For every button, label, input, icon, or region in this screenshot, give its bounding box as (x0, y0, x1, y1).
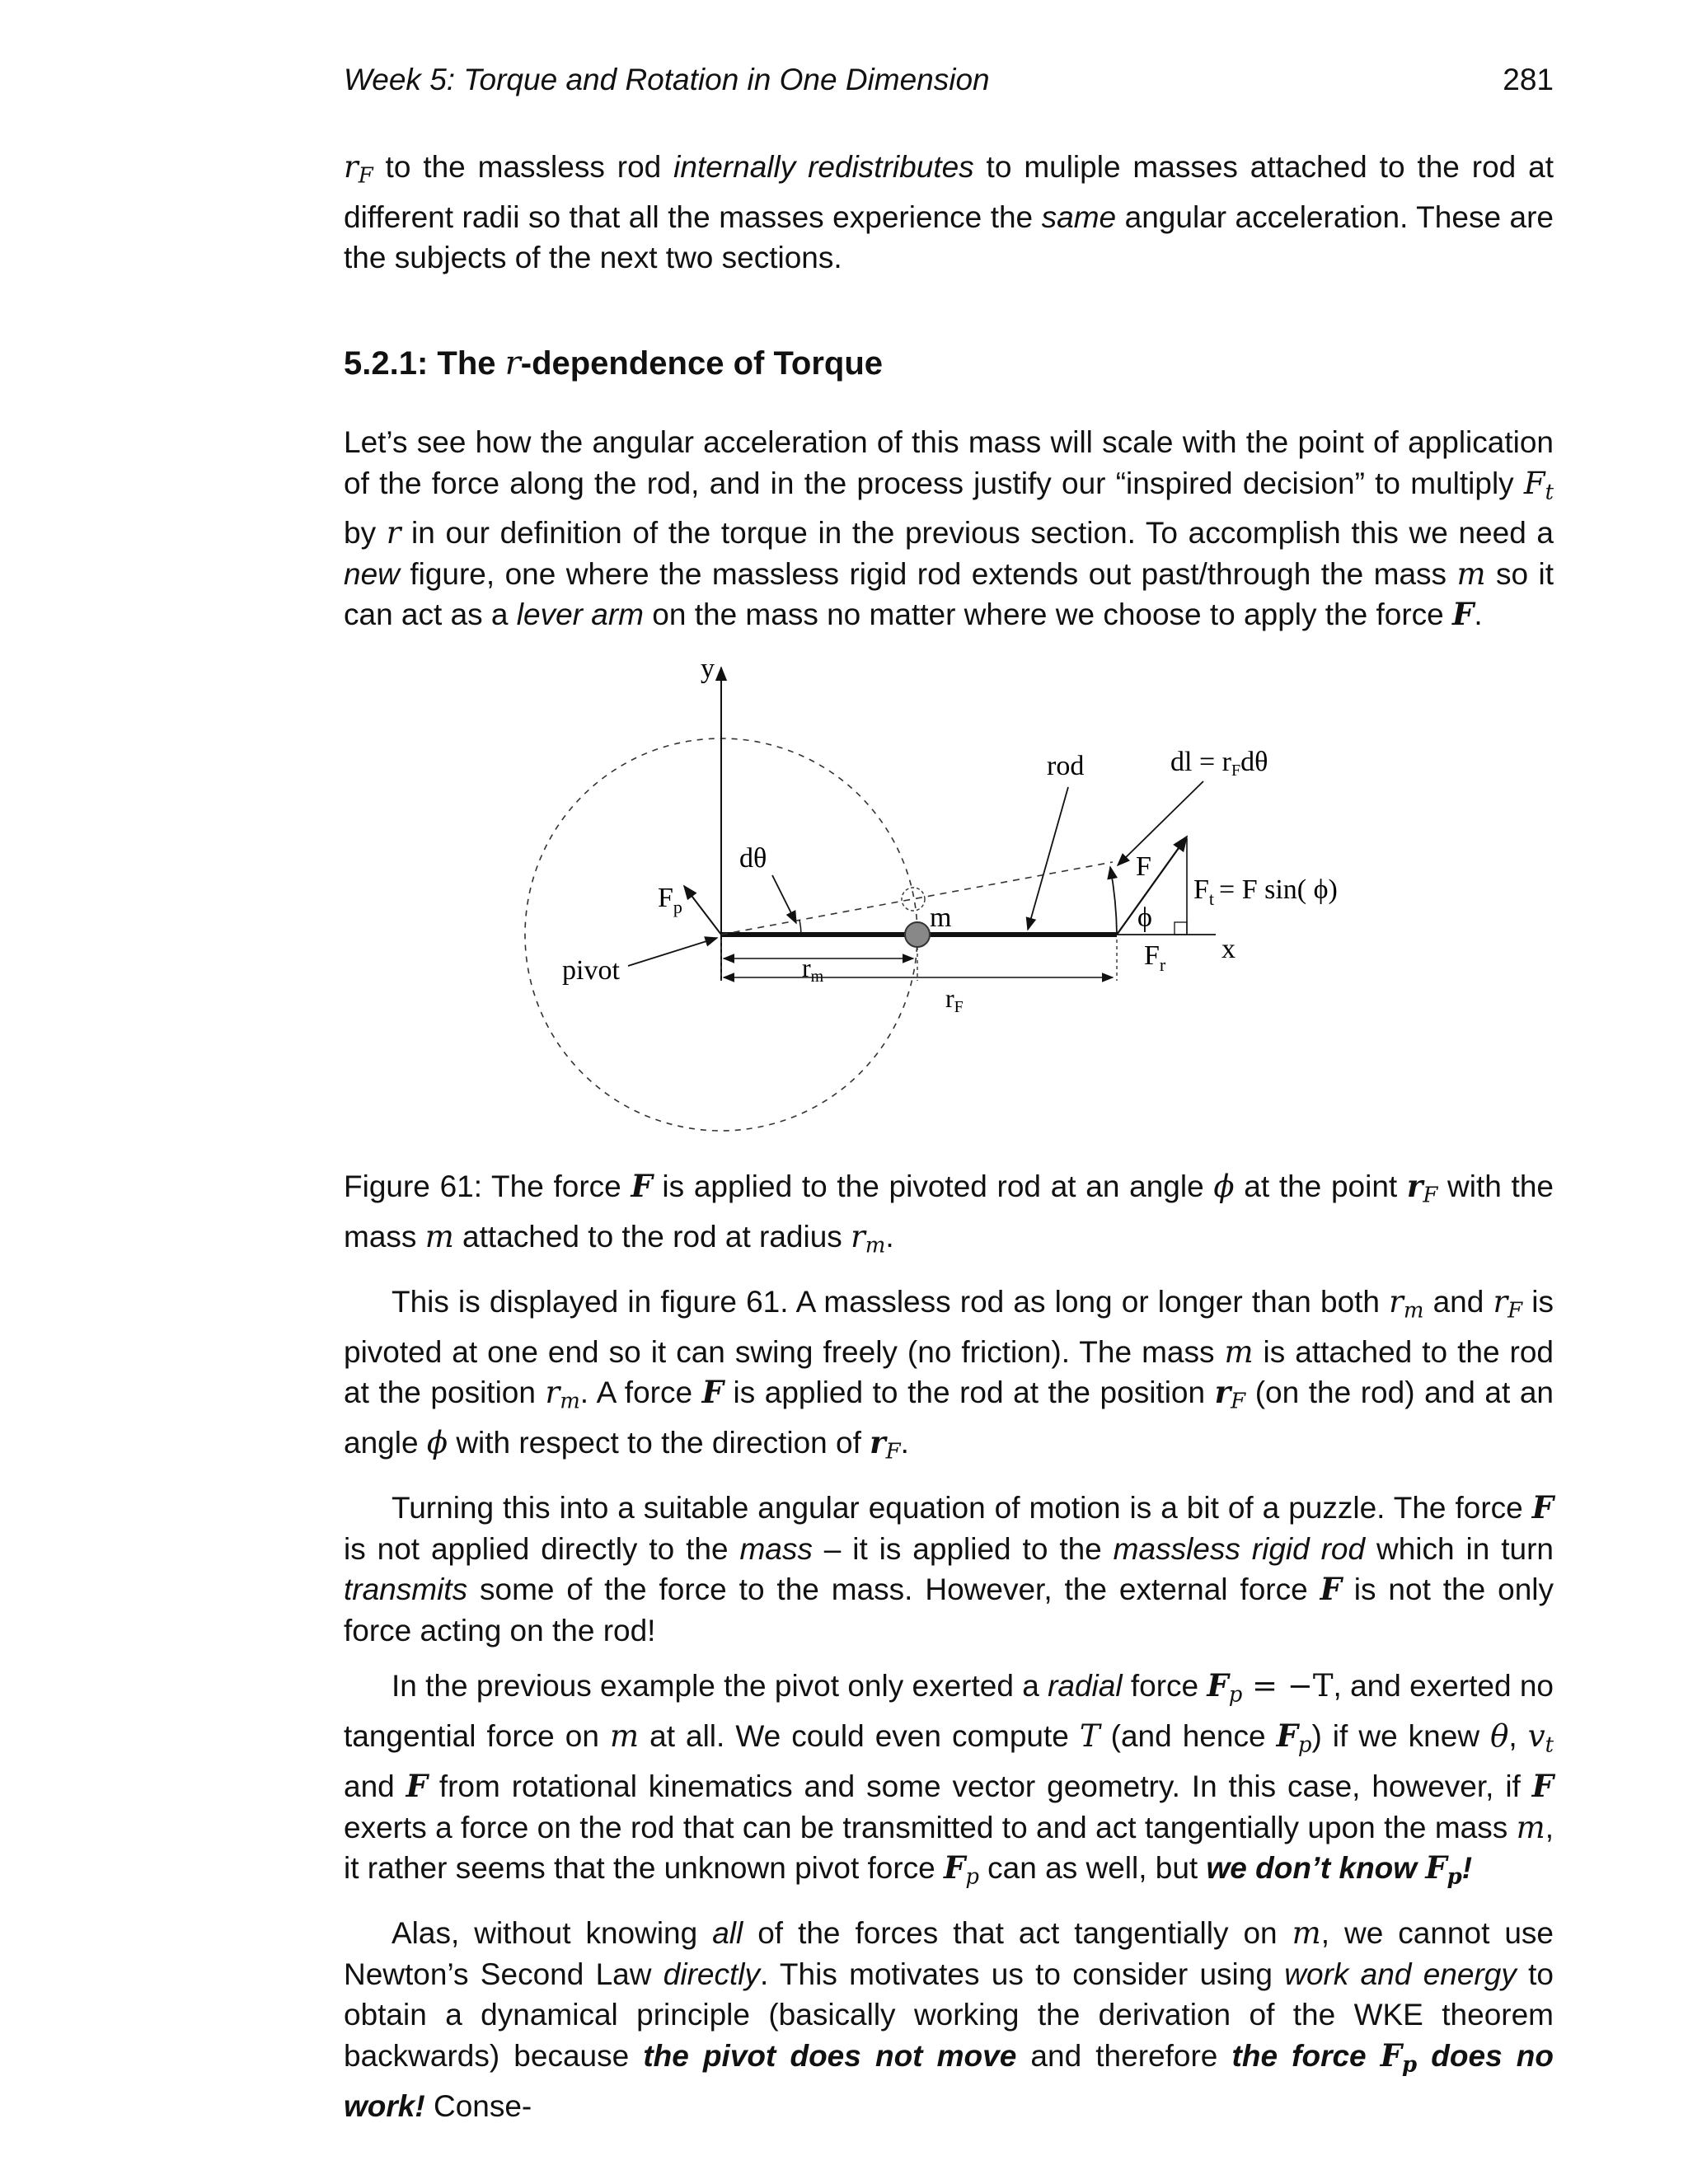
dl-label: dl = rFdθ (1170, 747, 1268, 780)
rotated-mass-outline (902, 888, 925, 911)
right-angle-mark (1175, 922, 1187, 935)
paragraph-puzzle: Turning this into a suitable angular equation of motion is a bit of a puzzle. The force F is not applied directly to the mass – it is applied to the massless rigid rod which in turn transmits some of the force to the mass. However, the external force F is not the only force acting on the rod! (344, 1489, 1554, 1647)
arc-dl (1110, 867, 1117, 935)
section-heading: 5.2.1: The r-dependence of Torque (344, 344, 884, 382)
paragraph-r-dependence: Let’s see how the angular acceleration of this mass will scale with the point of application of the force along the rod, and in the process justify our “inspired decision” to multiply $F_t$ by r in our definition of the torque in the previous section. To accomplish this we need a new figure, one where the massless rigid rod extends out past/through the mass m so it can act as a lever arm on the mass no matter where we choose to apply the force F. (344, 425, 1554, 633)
dl-pointer (1118, 781, 1203, 865)
body-text (344, 1282, 1554, 2126)
dtheta-pointer (772, 875, 796, 923)
pivot-pointer (628, 938, 717, 966)
x-axis-label: x (1221, 934, 1236, 964)
rF-label: rF (945, 983, 964, 1016)
dtheta-label: dθ (739, 843, 767, 874)
paragraph-work-energy: Alas, without knowing all of the forces that act tangentially on m, we cannot use Newton’s Second Law directly. This motivates us to consider using work and energy to obtain a dynamical principle (basically working the derivation of the WKE theorem backwards) because the pivot does not move and therefore the force $F_p$ does no work! Conse- (344, 1915, 1554, 2123)
force-label: F (1136, 851, 1151, 882)
phi-label: ϕ (1137, 902, 1152, 933)
tangential-force-label: $F_t = F$ sin( ϕ) (1193, 874, 1338, 909)
pivot-force-arrow (684, 886, 721, 935)
paragraph-setup: This is displayed in figure 61. A massless rod as long or longer than both $r_m$ and $r_F$ is pivoted at one end so it can swing freely (no friction). The mass m is attached to the rod at the position $r_m$. A force F is applied to the rod at the position $r_F$ (on the rod) and at an angle ϕ with respect to the direction of $r_F$. (344, 1284, 1554, 1465)
paragraph-pivot-force: In the previous example the pivot only exerted a radial force $F_p = -T$, and exerted no tangential force on m at all. We could even compute T (and hence $F_p$) if we knew θ, $v_t$ and F from rotational kinematics and some vector geometry. In this case, however, if F exerts a force on the rod that can be transmitted to and act tangentially upon the mass m, it rather seems that the unknown pivot force $F_p$ can as well, but we don’t know $F_p$! (344, 1667, 1554, 1890)
rm-label: rm (802, 953, 824, 986)
y-axis-label: y (701, 654, 715, 684)
mass-label: m (930, 902, 952, 933)
mass (905, 922, 930, 947)
rod-pointer (1028, 787, 1068, 930)
radial-force-label: $F_r$ (1144, 940, 1166, 975)
rod-label: rod (1047, 751, 1085, 781)
page-number: 281 (1503, 63, 1554, 96)
pivot-label: pivot (562, 955, 620, 986)
pivot-force-label: $F_p$ (658, 883, 682, 917)
intro-paragraph: $r_F$ to the massless rod internally redistributes to muliple masses attached to the rod at different radii so that all the masses experience the same angular acceleration. These are the subjects of the next two sections. (344, 149, 1554, 275)
figure-caption: Figure 61: The force F is applied to the pivoted rod at an angle ϕ at the point $r_F$ with the mass m attached to the rod at radius $r_m$. (344, 1168, 1554, 1258)
chapter-title: Week 5: Torque and Rotation in One Dimension (344, 63, 990, 96)
